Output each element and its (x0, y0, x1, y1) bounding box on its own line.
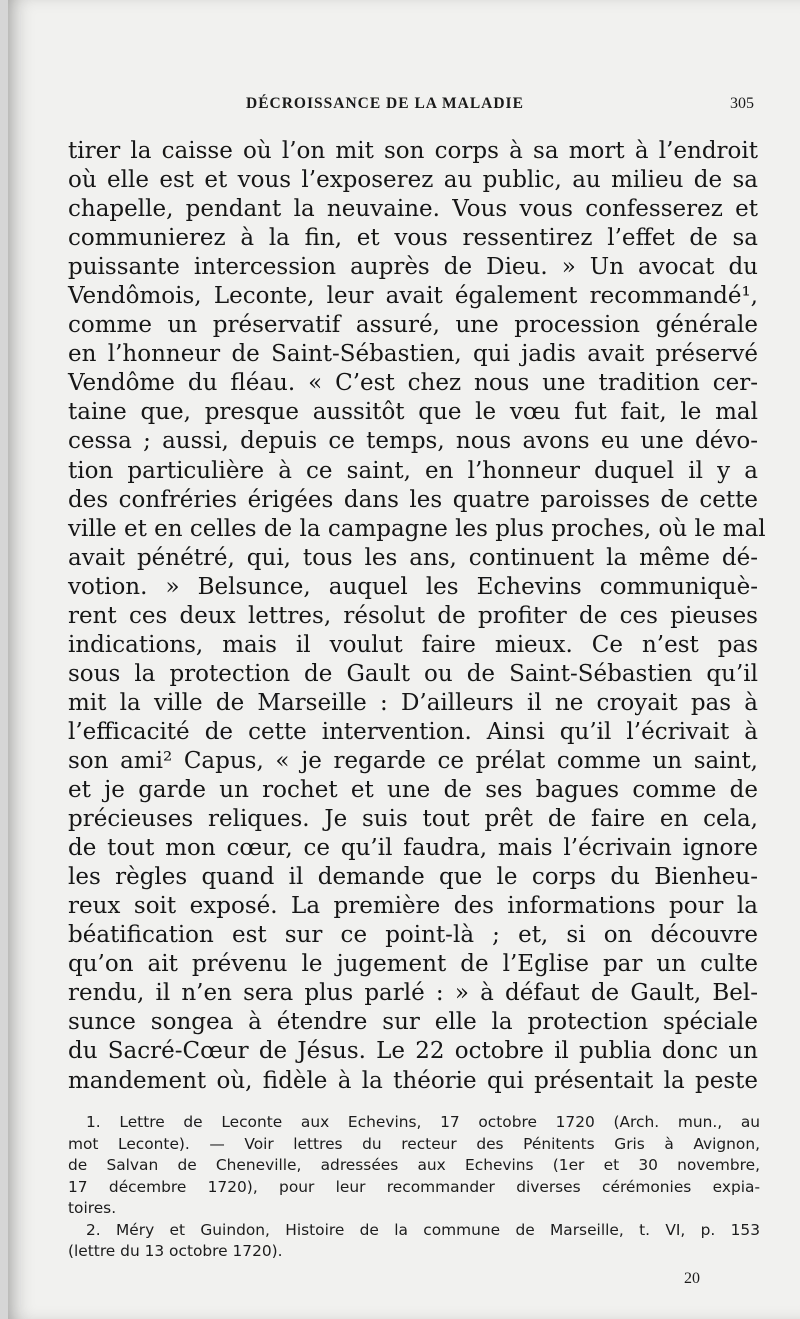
body-line: précieuses reliques. Je suis tout prêt de faire en cela, (68, 806, 758, 833)
body-line: sous la protection de Gault ou de Saint-Sébastien qu’il (68, 660, 758, 687)
footnote-line: 1. Lettre de Leconte aux Echevins, 17 octobre 1720 (Arch. mun., au (86, 1113, 760, 1131)
signature-mark: 20 (684, 1270, 700, 1287)
footnote-line: (lettre du 13 octobre 1720). (68, 1242, 283, 1260)
body-text (68, 137, 766, 1096)
body-line: ville et en celles de la campagne les plus proches, où le mal (68, 515, 766, 542)
body-line: où elle est et vous l’exposerez au public, au milieu de sa (68, 167, 758, 194)
footnote-line: 17 décembre 1720), pour leur recommander diverses cérémonies expia- (68, 1177, 760, 1196)
body-line: tirer la caisse où l’on mit son corps à sa mort à l’endroit (68, 138, 758, 164)
body-line: puissante intercession auprès de Dieu. » Un avocat du (68, 254, 758, 281)
body-line: des confréries érigées dans les quatre paroisses de cette (68, 486, 758, 513)
body-line: votion. » Belsunce, auquel les Echevins communiquè- (68, 573, 758, 600)
body-line: l’efficacité de cette intervention. Ainsi qu’il l’écrivait à (68, 718, 758, 745)
body-line: mit la ville de Marseille : D’ailleurs il ne croyait pas à (68, 689, 758, 716)
running-title: DÉCROISSANCE DE LA MALADIE (246, 95, 524, 112)
body-line: Vendôme du fléau. « C’est chez nous une tradition cer- (68, 370, 758, 397)
body-line: rent ces deux lettres, résolut de profiter de ces pieuses (68, 602, 758, 629)
body-line: mandement où, fidèle à la théorie qui présentait la peste (68, 1067, 758, 1094)
body-line: tion particulière à ce saint, en l’honneur duquel il y a (68, 457, 758, 484)
body-line: du Sacré-Cœur de Jésus. Le 22 octobre il publia donc un (68, 1038, 758, 1065)
book-page (8, 0, 800, 1319)
body-line: taine que, presque aussitôt que le vœu fut fait, le mal (68, 399, 758, 426)
body-line: en l’honneur de Saint-Sébastien, qui jadis avait préservé (68, 341, 758, 368)
body-line: indications, mais il voulut faire mieux. Ce n’est pas (68, 631, 758, 658)
body-line: communierez à la fin, et vous ressentirez l’effet de sa (68, 225, 758, 252)
footnote-line: de Salvan de Cheneville, adressées aux Echevins (1er et 30 novembre, (68, 1156, 760, 1174)
body-line: et je garde un rochet et une de ses bagues comme de (68, 777, 758, 804)
footnote-line: 2. Méry et Guindon, Histoire de la commune de Marseille, t. VI, p. 153 (86, 1220, 760, 1239)
body-line: cessa ; aussi, depuis ce temps, nous avons eu une dévo- (68, 428, 758, 455)
footnote-line: mot Leconte). — Voir lettres du recteur des Pénitents Gris à Avignon, (68, 1134, 760, 1153)
body-line: rendu, il n’en sera plus parlé : » à défaut de Gault, Bel- (68, 980, 758, 1007)
body-line: de tout mon cœur, ce qu’il faudra, mais l’écrivain ignore (68, 835, 758, 862)
body-line: sunce songea à étendre sur elle la protection spéciale (68, 1009, 758, 1036)
body-line: son ami² Capus, « je regarde ce prélat comme un saint, (68, 747, 758, 774)
body-line: comme un préservatif assuré, une procession générale (68, 312, 758, 339)
running-header (246, 95, 754, 113)
body-line: avait pénétré, qui, tous les ans, continuent la même dé- (68, 544, 758, 571)
body-line: reux soit exposé. La première des informations pour la (68, 893, 758, 920)
body-line: Vendômois, Leconte, leur avait également recommandé¹, (68, 283, 758, 310)
footnotes (68, 1112, 760, 1263)
page-number: 305 (730, 95, 754, 112)
body-line: qu’on ait prévenu le jugement de l’Eglise par un culte (68, 951, 758, 978)
footnote-line: toires. (68, 1199, 117, 1217)
body-line: béatification est sur ce point-là ; et, si on découvre (68, 922, 758, 949)
body-line: chapelle, pendant la neuvaine. Vous vous confesserez et (68, 196, 758, 223)
body-line: les règles quand il demande que le corps du Bienheu- (68, 864, 758, 891)
